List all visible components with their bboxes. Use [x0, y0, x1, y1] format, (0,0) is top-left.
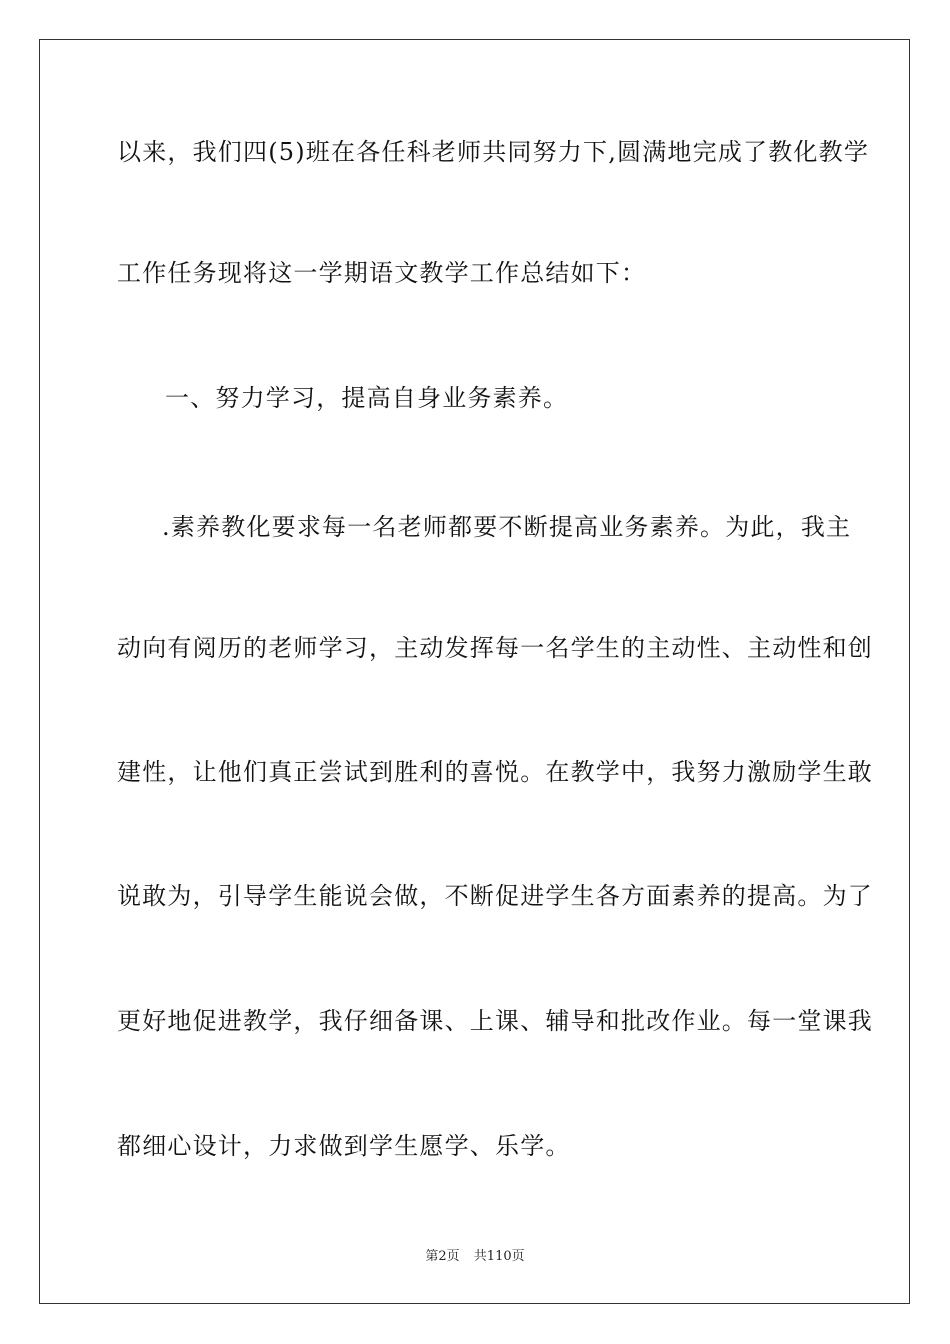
paragraph-line-6: 建性，让他们真正尝试到胜利的喜悦。在教学中，我努力激励学生敢 — [117, 758, 873, 786]
paragraph-line-9: 都细心设计，力求做到学生愿学、乐学。 — [117, 1132, 571, 1160]
page-total: 共110页 — [473, 1249, 525, 1264]
paragraph-line-1: 以来，我们四(5)班在各任科老师共同努力下,圆满地完成了教化教学 — [117, 138, 870, 166]
paragraph-line-7: 说敢为，引导学生能说会做，不断促进学生各方面素养的提高。为了 — [117, 882, 873, 910]
page-number: 第2页 — [425, 1249, 460, 1264]
paragraph-line-8: 更好地促进教学，我仔细备课、上课、辅导和批改作业。每一堂课我 — [117, 1007, 873, 1035]
paragraph-line-5: 动向有阅历的老师学习，主动发挥每一名学生的主动性、主动性和创 — [117, 634, 873, 662]
section-heading: 一、努力学习，提高自身业务素养。 — [165, 384, 569, 412]
paragraph-line-2: 工作任务现将这一学期语文教学工作总结如下： — [117, 259, 647, 287]
page-frame — [39, 39, 910, 1304]
page-footer — [0, 1248, 950, 1266]
paragraph-line-4: .素养教化要求每一名老师都要不断提高业务素养。为此，我主 — [162, 513, 852, 541]
